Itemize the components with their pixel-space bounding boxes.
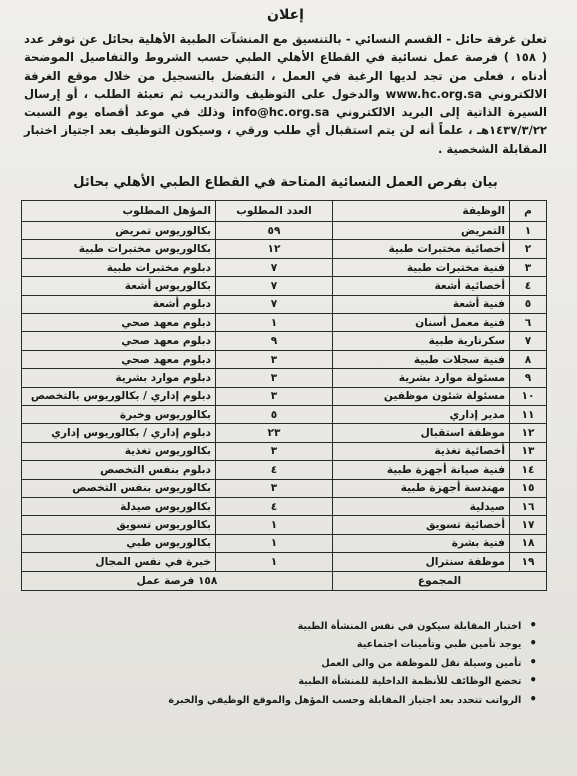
row-count: ٣ xyxy=(216,442,333,460)
row-job: فنية سجلات طبية xyxy=(333,350,510,368)
row-num: ١٤ xyxy=(510,461,547,479)
row-qualification: دبلوم معهد صحي xyxy=(22,314,216,332)
row-qualification: دبلوم موارد بشرية xyxy=(22,369,216,387)
note-item: • تأمين وسيلة نقل للموظفة من والى العمل xyxy=(24,654,537,673)
note-item: • يوجد تأمين طبي وتأمينات اجتماعية xyxy=(24,635,537,654)
row-count: ١ xyxy=(216,314,333,332)
row-job: أخصائية أشعة xyxy=(333,277,510,295)
row-qualification: دبلوم معهد صحي xyxy=(22,350,216,368)
row-count: ٧ xyxy=(216,258,333,276)
row-num: ٨ xyxy=(510,350,547,368)
table-row xyxy=(22,387,547,405)
row-job: التمريض xyxy=(333,222,510,240)
row-count: ٣ xyxy=(216,479,333,497)
total-label: المجموع xyxy=(333,571,547,590)
row-count: ٧ xyxy=(216,277,333,295)
row-num: ٦ xyxy=(510,314,547,332)
row-qualification: بكالوريوس مختبرات طبية xyxy=(22,240,216,258)
row-job: مهندسة أجهزة طبية xyxy=(333,479,510,497)
notes-list xyxy=(24,617,547,710)
total-value: ١٥٨ فرصة عمل xyxy=(22,571,333,590)
table-row xyxy=(22,553,547,571)
header-qualification: المؤهل المطلوب xyxy=(22,201,216,222)
table-row xyxy=(22,405,547,423)
row-num: ٥ xyxy=(510,295,547,313)
table-row xyxy=(22,442,547,460)
row-count: ٣ xyxy=(216,387,333,405)
row-count: ٣ xyxy=(216,350,333,368)
row-job: فنية صيانة أجهزة طبية xyxy=(333,461,510,479)
row-job: صيدلية xyxy=(333,497,510,515)
row-job: مدير إداري xyxy=(333,405,510,423)
row-num: ١٠ xyxy=(510,387,547,405)
table-row xyxy=(22,332,547,350)
row-num: ١٧ xyxy=(510,516,547,534)
row-job: فنية بشرة xyxy=(333,534,510,552)
note-item: • الرواتب تتحدد بعد اجتياز المقابلة وحسب المؤهل والموقع الوظيفي والخبرة xyxy=(24,691,537,710)
row-count: ١ xyxy=(216,553,333,571)
note-item: • تخضع الوظائف للأنظمة الداخلية للمنشأة الطبية xyxy=(24,672,537,691)
row-job: مسئولة موارد بشرية xyxy=(333,369,510,387)
table-title: بيان بفرص العمل النسائية المتاحة في القطاع الطبي الأهلي بحائل xyxy=(73,175,498,191)
row-num: ١٦ xyxy=(510,497,547,515)
table-row xyxy=(22,369,547,387)
row-num: ٩ xyxy=(510,369,547,387)
table-row xyxy=(22,479,547,497)
header-count: العدد المطلوب xyxy=(216,201,333,222)
row-count: ٢٣ xyxy=(216,424,333,442)
row-qualification: بكالوريوس طبي xyxy=(22,534,216,552)
row-job: فنية معمل أسنان xyxy=(333,314,510,332)
row-job: فنية مختبرات طبية xyxy=(333,258,510,276)
row-qualification: بكالوريوس أشعة xyxy=(22,277,216,295)
row-count: ١ xyxy=(216,516,333,534)
table-row xyxy=(22,534,547,552)
row-num: ٧ xyxy=(510,332,547,350)
table-row xyxy=(22,240,547,258)
row-qualification: بكالوريوس صيدلة xyxy=(22,497,216,515)
row-job: سكرتارية طبية xyxy=(333,332,510,350)
row-num: ٢ xyxy=(510,240,547,258)
announcement-title: إعلان xyxy=(267,7,304,23)
row-qualification: دبلوم أشعة xyxy=(22,295,216,313)
row-count: ٣ xyxy=(216,369,333,387)
jobs-table xyxy=(21,200,547,590)
table-row xyxy=(22,350,547,368)
table-row xyxy=(22,424,547,442)
row-qualification: بكالوريوس تغذية xyxy=(22,442,216,460)
table-row xyxy=(22,277,547,295)
row-num: ١٥ xyxy=(510,479,547,497)
row-count: ٥ xyxy=(216,405,333,423)
row-qualification: بكالوريوس تسويق xyxy=(22,516,216,534)
row-job: أخصائية مختبرات طبية xyxy=(333,240,510,258)
table-row xyxy=(22,497,547,515)
row-num: ١٩ xyxy=(510,553,547,571)
row-qualification: دبلوم معهد صحي xyxy=(22,332,216,350)
row-num: ١١ xyxy=(510,405,547,423)
row-job: موظفة سنترال xyxy=(333,553,510,571)
table-row xyxy=(22,461,547,479)
row-num: ٣ xyxy=(510,258,547,276)
row-num: ١٣ xyxy=(510,442,547,460)
announcement-intro: تعلن غرفة حائل - القسم النسائي - بالتنسيق مع المنشآت الطبية الأهلية بحائل عن توفر عدد ( ١٥٨ ) فرصة عمل نسائية في القطاع الأهلي الطبي حسب الشروط والتفاصيل الموضحة أدناه ، فعلى من تجد لديها الرغبة في العمل ، التفضل بالتسجيل من خلال موقع الغرفة الالكتروني www.hc.org.sa والدخول على التوظيف والتدريب ثم تعبئة الطلب ، أو إرسال السيرة الذاتية إلى البريد الالكتروني info@hc.org.sa وذلك في موعد أقصاه يوم السبت ١٤٣٧/٣/٢٢هـ ، علماً أنه لن يتم استقبال أي طلب ورقي ، وسيكون التوظيف بعد اجتياز اختبار المقابلة الشخصية . xyxy=(24,32,547,156)
jobs-table-body xyxy=(22,222,547,571)
row-qualification: دبلوم إداري / بكالوريوس بالتخصص xyxy=(22,387,216,405)
row-qualification: بكالوريوس بنفس التخصص xyxy=(22,479,216,497)
row-count: ٤ xyxy=(216,497,333,515)
row-count: ١٢ xyxy=(216,240,333,258)
note-item: • اختبار المقابلة سيكون في نفس المنشأة الطبية xyxy=(24,617,537,636)
row-qualification: دبلوم بنفس التخصص xyxy=(22,461,216,479)
row-count: ٤ xyxy=(216,461,333,479)
table-row xyxy=(22,314,547,332)
table-row xyxy=(22,516,547,534)
row-qualification: دبلوم إداري / بكالوريوس إداري xyxy=(22,424,216,442)
row-count: ٥٩ xyxy=(216,222,333,240)
row-count: ١ xyxy=(216,534,333,552)
row-job: موظفة استقبال xyxy=(333,424,510,442)
row-num: ١٢ xyxy=(510,424,547,442)
row-qualification: بكالوريوس تمريض xyxy=(22,222,216,240)
header-job: الوظيفة xyxy=(333,201,510,222)
table-row xyxy=(22,295,547,313)
row-qualification: خبرة في نفس المجال xyxy=(22,553,216,571)
header-num: م xyxy=(510,201,547,222)
row-job: أخصائية تسويق xyxy=(333,516,510,534)
row-num: ٤ xyxy=(510,277,547,295)
table-row xyxy=(22,258,547,276)
total-row xyxy=(22,571,547,590)
row-count: ٩ xyxy=(216,332,333,350)
row-qualification: دبلوم مختبرات طبية xyxy=(22,258,216,276)
row-job: أخصائية تغذية xyxy=(333,442,510,460)
row-num: ١ xyxy=(510,222,547,240)
row-qualification: بكالوريوس وخبرة xyxy=(22,405,216,423)
table-header-row xyxy=(22,201,547,222)
row-job: مسئولة شئون موظفين xyxy=(333,387,510,405)
table-row xyxy=(22,222,547,240)
row-num: ١٨ xyxy=(510,534,547,552)
row-job: فنية أشعة xyxy=(333,295,510,313)
row-count: ٧ xyxy=(216,295,333,313)
